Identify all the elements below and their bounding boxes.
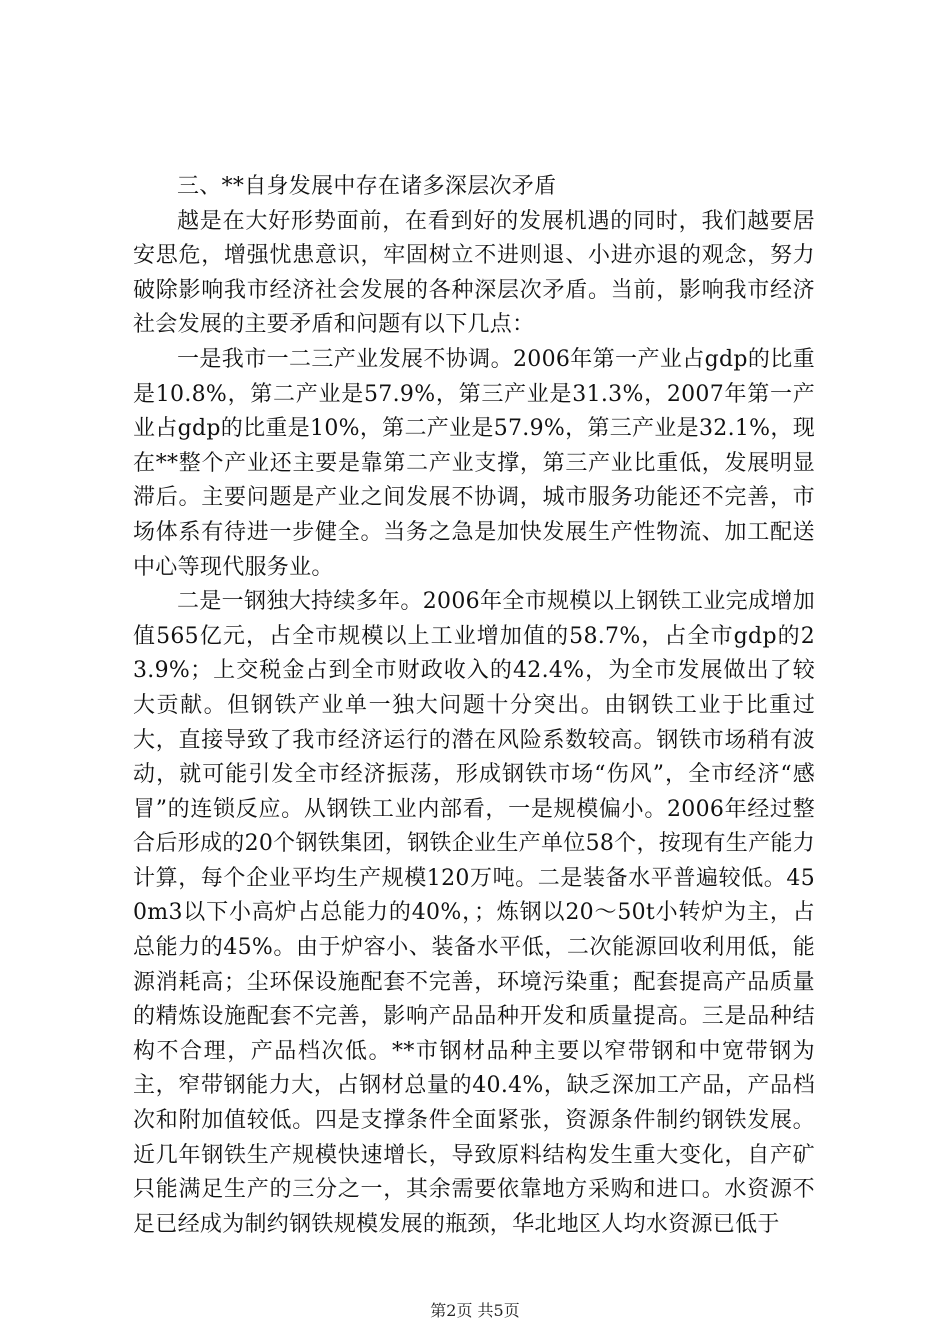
paragraph-intro: 越是在大好形势面前，在看到好的发展机遇的同时，我们越要居安思危，增强忧患意识，牢固树立不进则退、小进亦退的观念，努力破除影响我市经济社会发展的各种深层次矛盾。当前，影响我市经济社会发展的主要矛盾和问题有以下几点：: [133, 208, 815, 338]
paragraph-steel-industry: 二是一钢独大持续多年。2006年全市规模以上钢铁工业完成增加值565亿元，占全市规模以上工业增加值的58.7%，占全市gdp的23.9%；上交税金占到全市财政收入的42.4%，为全市发展做出了较大贡献。但钢铁产业单一独大问题十分突出。由钢铁工业于比重过大，直接导致了我市经济运行的潜在风险系数较高。钢铁市场稍有波动，就可能引发全市经济振荡，形成钢铁市场“伤风”，全市经济“感冒”的连锁反应。从钢铁工业内部看，一是规模偏小。2006年经过整合后形成的20个钢铁集团，钢铁企业生产单位58个，按现有生产能力计算，每个企业平均生产规模120万吨。二是装备水平普遍较低。450m3以下小高炉占总能力的40%，；炼钢以20～50t小转炉为主，占总能力的45%。由于炉容小、装备水平低，二次能源回收利用低，能源消耗高；尘环保设施配套不完善，环境污染重；配套提高产品质量的精炼设施配套不完善，影响产品品种开发和质量提高。三是品种结构不合理，产品档次低。**市钢材品种主要以窄带钢和中宽带钢为主，窄带钢能力大，占钢材总量的40.4%，缺乏深加工产品，产品档次和附加值较低。四是支撑条件全面紧张，资源条件制约钢铁发展。近几年钢铁生产规模快速增长，导致原料结构发生重大变化，自产矿只能满足生产的三分之一，其余需要依靠地方采购和进口。水资源不足已经成为制约钢铁规模发展的瓶颈，华北地区人均水资源已低于: [133, 589, 815, 1237]
document-body: [133, 170, 815, 1242]
paragraph-industry-structure: 一是我市一二三产业发展不协调。2006年第一产业占gdp的比重是10.8%，第二产业是57.9%，第三产业是31.3%，2007年第一产业占gdp的比重是10%，第二产业是57.9%，第三产业是32.1%，现在**整个产业还主要是靠第二产业支撑，第三产业比重低，发展明显滞后。主要问题是产业之间发展不协调，城市服务功能还不完善，市场体系有待进一步健全。当务之急是加快发展生产性物流、加工配送中心等现代服务业。: [133, 346, 815, 580]
page-number-footer: 第2页 共5页: [430, 1301, 520, 1320]
section-heading: 三、**自身发展中存在诸多深层次矛盾: [177, 174, 557, 199]
